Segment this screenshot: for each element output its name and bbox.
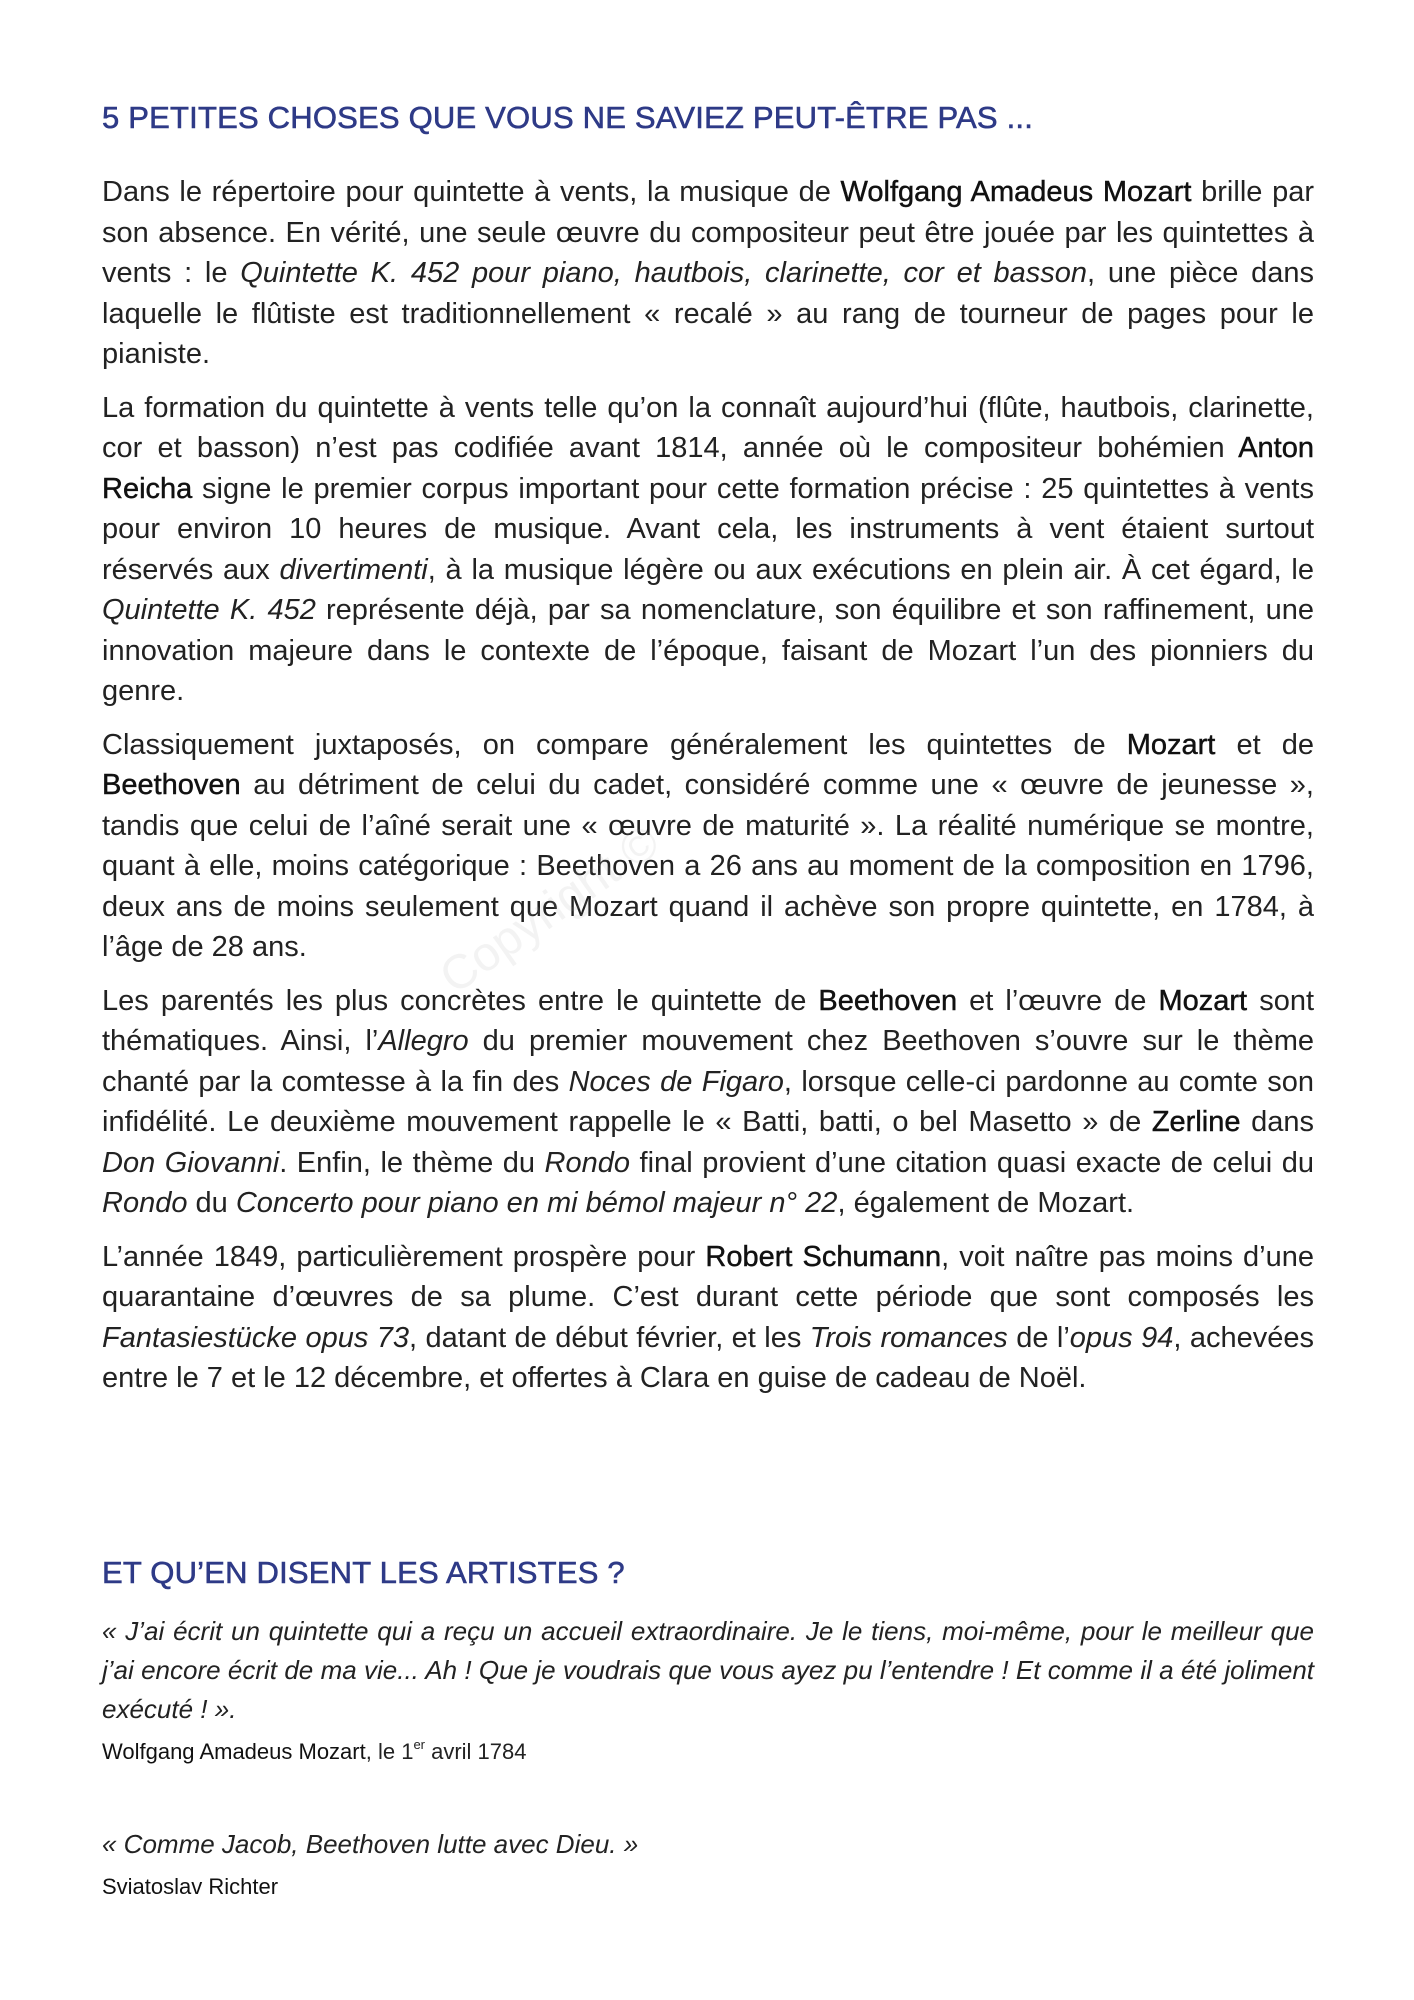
composer-name: Anton Reicha <box>102 432 1314 505</box>
quote-attribution-mozart <box>102 1737 1314 1767</box>
text-run: . Enfin, le thème du <box>279 1146 545 1179</box>
work-title: opus 94 <box>1069 1321 1174 1354</box>
text-run: Dans le répertoire pour quintette à vents, la musique de <box>102 176 841 208</box>
ordinal-suffix: er <box>413 1737 425 1752</box>
attribution-name: Sviatoslav Richter <box>102 1874 279 1899</box>
work-title: Quintette K. 452 pour piano, hautbois, clarinette, cor et basson <box>240 257 1088 289</box>
composer-name: Beethoven <box>818 984 958 1017</box>
text-run: sont thématiques. Ainsi, l’ <box>102 984 1315 1057</box>
work-title: Concerto pour piano en mi bémol majeur n° 22 <box>235 1187 838 1219</box>
italic-term: Rondo <box>102 1187 188 1219</box>
section-heading-artists: ET QU’EN DISENT LES ARTISTES ? <box>102 1555 625 1590</box>
quote-richter: « Comme Jacob, Beethoven lutte avec Dieu. » <box>102 1829 639 1859</box>
paragraph-5 <box>102 1237 1314 1399</box>
paragraph-2 <box>102 388 1314 712</box>
attribution-date-prefix: , le 1 <box>365 1739 414 1764</box>
quote-attribution-richter <box>102 1872 1314 1902</box>
italic-term: Rondo <box>544 1146 631 1179</box>
document-page <box>102 0 1314 2000</box>
character-name: Zerline <box>1151 1106 1241 1138</box>
work-title: Fantasiestücke opus 73 <box>102 1321 410 1354</box>
text-run: Classiquement juxtaposés, on compare généralement les quintettes de <box>102 728 1127 761</box>
text-run: et de <box>1215 728 1314 761</box>
attribution-date: avril 1784 <box>425 1739 527 1764</box>
article-body <box>102 172 1314 1412</box>
text-run: Les parentés les plus concrètes entre le quintette de <box>102 984 819 1017</box>
text-run: , voit naître pas moins d’une quarantaine d’œuvres de sa plume. C’est durant cette période que sont composés les <box>102 1240 1314 1313</box>
text-run: du premier mouvement chez Beethoven s’ouvre sur le thème chanté par la comtesse à la fin des <box>102 1025 1314 1098</box>
composer-name: Mozart <box>1158 984 1248 1017</box>
text-run: dans <box>1240 1106 1314 1138</box>
composer-name: Mozart <box>1126 728 1216 761</box>
text-run: , achevées entre le 7 et le 12 décembre, et offertes à Clara en guise de cadeau de Noël. <box>102 1321 1314 1394</box>
paragraph-4 <box>102 981 1314 1224</box>
attribution-name: Wolfgang Amadeus Mozart <box>102 1739 366 1764</box>
composer-name: Wolfgang Amadeus Mozart <box>840 176 1192 208</box>
work-title: Trois romances <box>809 1321 1008 1354</box>
work-title: Don Giovanni <box>102 1146 280 1179</box>
copyright-watermark: Copyright © <box>430 815 670 1005</box>
work-title: Quintette K. 452 <box>102 594 316 626</box>
text-run: , lorsque celle-ci pardonne au comte son infidélité. Le deuxième mouvement rappelle le « Batti, batti, o bel Masetto » de <box>102 1065 1314 1138</box>
section-heading-things: 5 PETITES CHOSES QUE VOUS NE SAVIEZ PEUT-ÊTRE PAS ... <box>102 100 1034 135</box>
text-run: final provient d’une citation quasi exacte de celui du <box>630 1146 1315 1179</box>
text-run: , datant de début février, et les <box>409 1321 810 1354</box>
text-run: , également de Mozart. <box>837 1187 1135 1219</box>
text-run: de l’ <box>1007 1321 1070 1354</box>
quotes-block <box>102 1612 1314 1902</box>
text-run: signe le premier corpus important pour cette formation précise : 25 quintettes à vents pour environ 10 heures de musique. Avant cela, les instruments à vent étaient surtout réservés aux <box>102 472 1314 586</box>
text-run: représente déjà, par sa nomenclature, son équilibre et son raffinement, une innovation majeure dans le contexte de l’époque, faisant de Mozart l’un des pionniers du genre. <box>102 594 1314 707</box>
text-run: brille par son absence. En vérité, une seule œuvre du compositeur peut être jouée par les quintettes à vents : le <box>102 176 1314 289</box>
paragraph-3 <box>102 725 1314 968</box>
quote-mozart: « J’ai écrit un quintette qui a reçu un accueil extraordinaire. Je le tiens, moi-même, pour le meilleur que j’ai encore écrit de ma vie... Ah ! Que je voudrais que vous ayez pu l’entendre ! Et comme il a été joliment exécuté ! ». <box>102 1616 1314 1724</box>
paragraph-1 <box>102 172 1314 375</box>
text-run: du <box>187 1187 236 1219</box>
text-run: et l’œuvre de <box>957 984 1159 1017</box>
composer-name: Robert Schumann <box>705 1240 942 1273</box>
text-run: au détriment de celui du cadet, considéré comme une « œuvre de jeunesse », tandis que celui de l’aîné serait une « œuvre de maturité ». La réalité numérique se montre, quant à elle, moins catégorique : Beethoven a 26 ans au moment de la composition en 1796, deux ans de moins seulement que Mozart quand il achève son propre quintette, en 1784, à l’âge de 28 ans. <box>102 769 1314 963</box>
italic-term: divertimenti <box>279 553 428 586</box>
composer-name: Beethoven <box>102 769 241 801</box>
text-run: , à la musique légère ou aux exécutions en plein air. À cet égard, le <box>427 553 1314 586</box>
text-run: L’année 1849, particulièrement prospère pour <box>102 1240 706 1273</box>
text-run: La formation du quintette à vents telle qu’on la connaît aujourd’hui (flûte, hautbois, clarinette, cor et basson) n’est pas codifiée avant 1814, année où le compositeur bohémien <box>102 391 1314 464</box>
text-run: , une pièce dans laquelle le flûtiste est traditionnellement « recalé » au rang de tourneur de pages pour le pianiste. <box>102 257 1314 370</box>
italic-term: Allegro <box>378 1025 469 1057</box>
work-title: Noces de Figaro <box>568 1065 784 1098</box>
